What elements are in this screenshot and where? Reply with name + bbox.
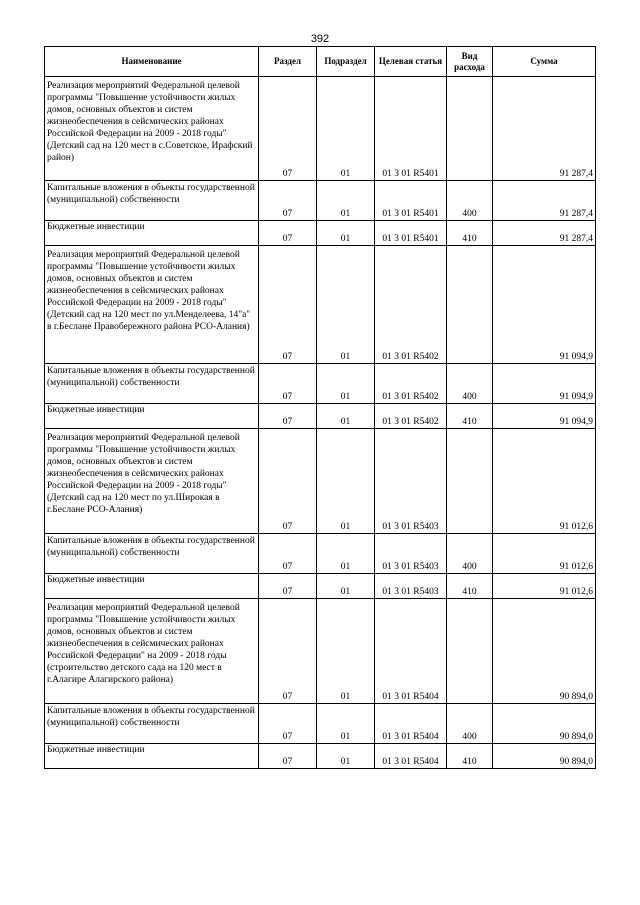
cell-name: Капитальные вложения в объекты государственной (муниципальной) собственности xyxy=(45,704,259,744)
cell-section: 07 xyxy=(259,704,317,744)
cell-expense-type: 400 xyxy=(447,364,493,404)
cell-subsection: 01 xyxy=(317,599,375,704)
cell-subsection: 01 xyxy=(317,534,375,574)
cell-target: 01 3 01 R5402 xyxy=(375,246,447,364)
cell-expense-type: 410 xyxy=(447,574,493,599)
table-row xyxy=(45,404,596,429)
cell-amount: 91 094,9 xyxy=(493,404,596,429)
cell-section: 07 xyxy=(259,574,317,599)
cell-amount: 91 012,6 xyxy=(493,574,596,599)
cell-subsection: 01 xyxy=(317,221,375,246)
cell-expense-type xyxy=(447,246,493,364)
cell-target: 01 3 01 R5403 xyxy=(375,574,447,599)
cell-section: 07 xyxy=(259,77,317,181)
cell-target: 01 3 01 R5401 xyxy=(375,77,447,181)
cell-section: 07 xyxy=(259,429,317,534)
cell-name: Бюджетные инвестиции xyxy=(45,404,259,429)
cell-expense-type xyxy=(447,77,493,181)
cell-name: Реализация мероприятий Федеральной целевой программы "Повышение устойчивости жилых домов, основных объектов и систем жизнеобеспечения в сейсмических районах Российской Федерации на 2009 - 2018 годы" (Детский сад на 120 мест по ул.Менделеева, 14"а" в г.Беслане Правобережного района РСО-Алания) xyxy=(45,246,259,364)
table-row xyxy=(45,246,596,364)
header-subsection: Подраздел xyxy=(317,47,375,77)
cell-expense-type: 410 xyxy=(447,221,493,246)
cell-expense-type: 400 xyxy=(447,181,493,221)
cell-subsection: 01 xyxy=(317,181,375,221)
cell-subsection: 01 xyxy=(317,77,375,181)
cell-name: Бюджетные инвестиции xyxy=(45,574,259,599)
cell-amount: 91 012,6 xyxy=(493,534,596,574)
cell-name: Бюджетные инвестиции xyxy=(45,221,259,246)
cell-target: 01 3 01 R5403 xyxy=(375,534,447,574)
cell-target: 01 3 01 R5404 xyxy=(375,744,447,769)
cell-name: Капитальные вложения в объекты государственной (муниципальной) собственности xyxy=(45,364,259,404)
cell-subsection: 01 xyxy=(317,574,375,599)
table-row xyxy=(45,77,596,181)
cell-expense-type: 410 xyxy=(447,404,493,429)
cell-subsection: 01 xyxy=(317,364,375,404)
table-row xyxy=(45,429,596,534)
header-expense-type: Вид расхода xyxy=(447,47,493,77)
cell-section: 07 xyxy=(259,404,317,429)
cell-amount: 91 287,4 xyxy=(493,181,596,221)
cell-section: 07 xyxy=(259,599,317,704)
cell-amount: 90 894,0 xyxy=(493,704,596,744)
cell-subsection: 01 xyxy=(317,704,375,744)
page-number: 392 xyxy=(310,33,330,45)
cell-target: 01 3 01 R5401 xyxy=(375,181,447,221)
cell-name: Капитальные вложения в объекты государственной (муниципальной) собственности xyxy=(45,181,259,221)
cell-expense-type: 410 xyxy=(447,744,493,769)
header-name: Наименование xyxy=(45,47,259,77)
cell-expense-type xyxy=(447,599,493,704)
cell-subsection: 01 xyxy=(317,404,375,429)
cell-section: 07 xyxy=(259,744,317,769)
table-row xyxy=(45,744,596,769)
cell-expense-type xyxy=(447,429,493,534)
table-body xyxy=(45,77,596,769)
table-row xyxy=(45,599,596,704)
cell-name: Реализация мероприятий Федеральной целевой программы "Повышение устойчивости жилых домов, основных объектов и систем жизнеобеспечения в сейсмических районах Российской Федерации на 2009 - 2018 годы" (Детский сад на 120 мест в с.Советское, Ирафский район) xyxy=(45,77,259,181)
table-row xyxy=(45,221,596,246)
cell-target: 01 3 01 R5402 xyxy=(375,364,447,404)
table-row xyxy=(45,574,596,599)
table-row xyxy=(45,364,596,404)
cell-section: 07 xyxy=(259,181,317,221)
budget-table xyxy=(44,46,596,769)
cell-name: Реализация мероприятий Федеральной целевой программы "Повышение устойчивости жилых домов, основных объектов и систем жизнеобеспечения в сейсмических районах Российской Федерации" на 2009 - 2018 годы (строительство детского сада на 120 мест в г.Алагире Алагирского района) xyxy=(45,599,259,704)
cell-section: 07 xyxy=(259,534,317,574)
cell-amount: 91 012,6 xyxy=(493,429,596,534)
cell-expense-type: 400 xyxy=(447,534,493,574)
cell-amount: 90 894,0 xyxy=(493,599,596,704)
cell-target: 01 3 01 R5404 xyxy=(375,704,447,744)
cell-amount: 91 287,4 xyxy=(493,77,596,181)
cell-name: Реализация мероприятий Федеральной целевой программы "Повышение устойчивости жилых домов, основных объектов и систем жизнеобеспечения в сейсмических районах Российской Федерации на 2009 - 2018 годы" (Детский сад на 120 мест по ул.Широкая в г.Беслане РСО-Алания) xyxy=(45,429,259,534)
cell-subsection: 01 xyxy=(317,429,375,534)
cell-amount: 91 094,9 xyxy=(493,364,596,404)
table-row xyxy=(45,704,596,744)
table-row xyxy=(45,181,596,221)
header-amount: Сумма xyxy=(493,47,596,77)
header-section: Раздел xyxy=(259,47,317,77)
cell-section: 07 xyxy=(259,221,317,246)
cell-section: 07 xyxy=(259,364,317,404)
cell-name: Бюджетные инвестиции xyxy=(45,744,259,769)
cell-section: 07 xyxy=(259,246,317,364)
cell-amount: 90 894,0 xyxy=(493,744,596,769)
cell-name: Капитальные вложения в объекты государственной (муниципальной) собственности xyxy=(45,534,259,574)
cell-expense-type: 400 xyxy=(447,704,493,744)
cell-subsection: 01 xyxy=(317,744,375,769)
cell-target: 01 3 01 R5402 xyxy=(375,404,447,429)
cell-subsection: 01 xyxy=(317,246,375,364)
cell-target: 01 3 01 R5401 xyxy=(375,221,447,246)
table-header-row xyxy=(45,47,596,77)
cell-amount: 91 094,9 xyxy=(493,246,596,364)
cell-target: 01 3 01 R5403 xyxy=(375,429,447,534)
cell-target: 01 3 01 R5404 xyxy=(375,599,447,704)
table-row xyxy=(45,534,596,574)
cell-amount: 91 287,4 xyxy=(493,221,596,246)
header-target: Целевая статья xyxy=(375,47,447,77)
